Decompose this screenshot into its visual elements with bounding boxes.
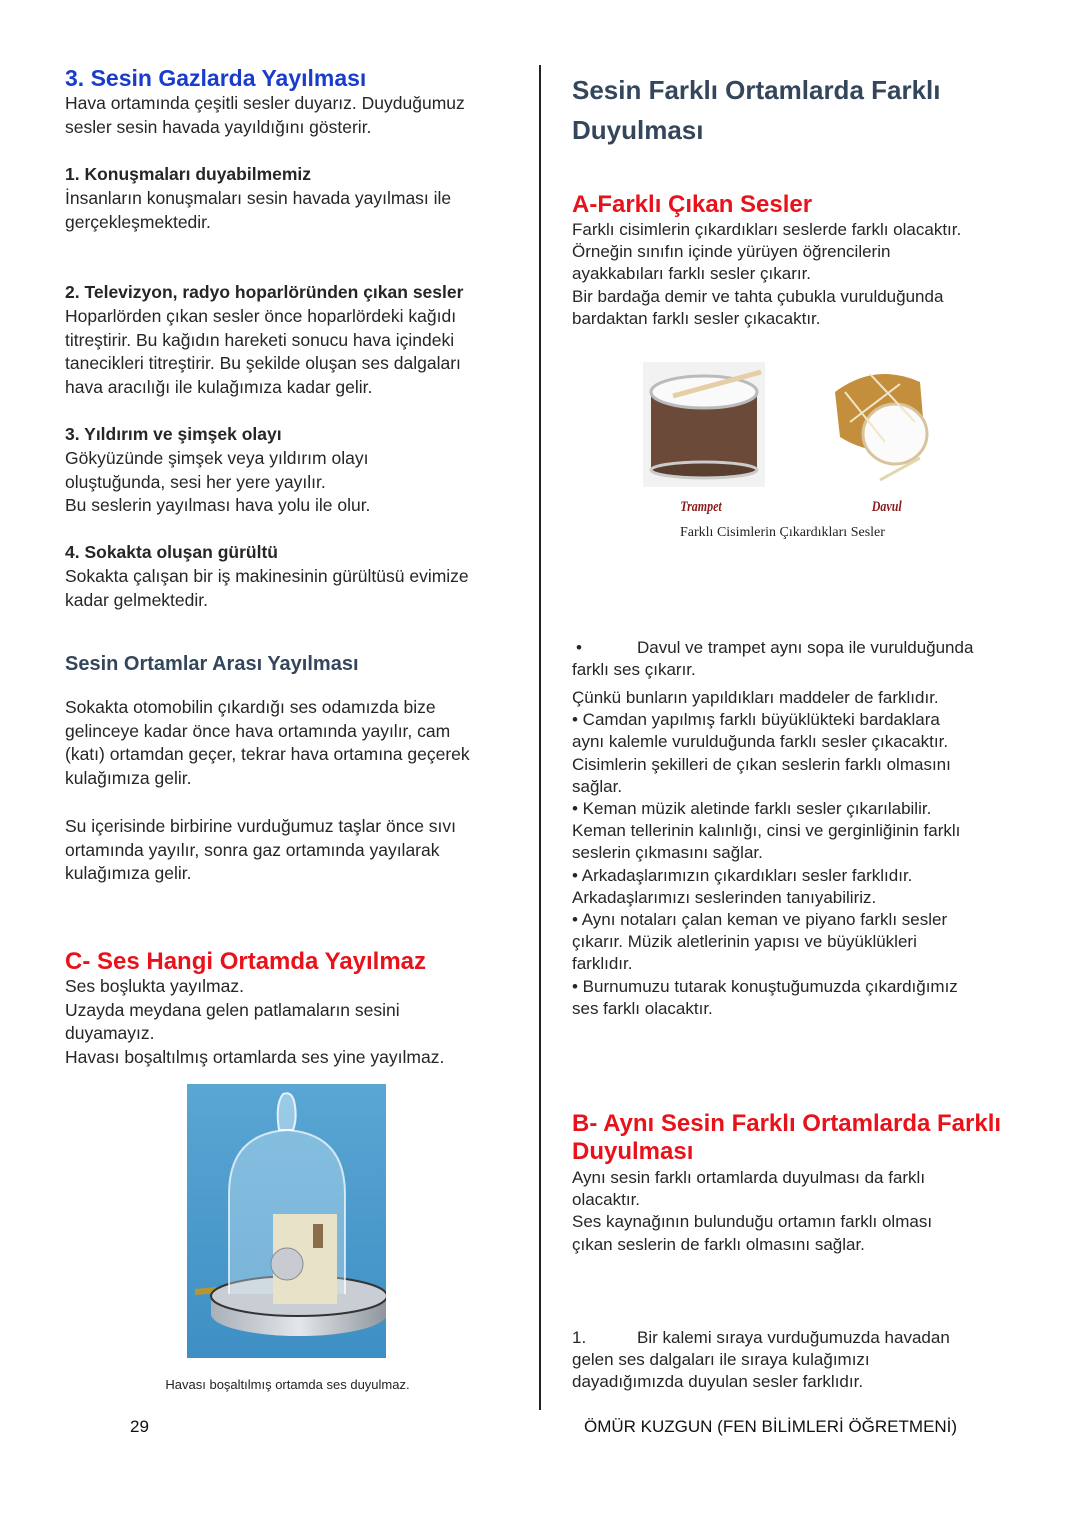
text-line: B- Aynı Sesin Farklı Ortamlarda Farklı — [572, 1110, 1002, 1137]
item1-text — [65, 187, 451, 234]
text-line: kulağımıza gelir. — [65, 768, 192, 789]
text-line: Aynı sesin farklı ortamlarda duyulması da farklı — [572, 1168, 926, 1187]
text-line: Ses boşlukta yayılmaz. — [65, 976, 244, 996]
text-line: kadar gelmektedir. — [65, 589, 208, 610]
text-line: Sokakta otomobilin çıkardığı ses odamızda bize — [65, 697, 436, 717]
between-media-heading — [65, 651, 359, 677]
text-line: C- Ses Hangi Ortamda Yayılmaz — [65, 948, 427, 975]
text-line: farklıdır. — [572, 954, 633, 974]
text-line: Bu seslerin yayılması hava yolu ile olur. — [65, 495, 371, 516]
text-line: • Aynı notaları çalan keman ve piyano farklı sesler — [572, 910, 948, 930]
item-number: 1. — [572, 1328, 587, 1347]
text-line: (katı) ortamdan geçer, tekrar hava ortamına geçerek — [65, 744, 470, 765]
text-line: Örneğin sınıfın içinde yürüyen öğrencilerin — [572, 242, 891, 262]
text-line: tanecikleri titreştirir. Bu şekilde oluşan ses dalgaları — [65, 353, 461, 374]
text-line: Gökyüzünde şimşek veya yıldırım olayı — [65, 448, 369, 468]
column-divider — [539, 65, 541, 1410]
trampet-image — [643, 362, 765, 487]
text-line: Duyulması — [572, 115, 704, 145]
between-media-paragraph-1 — [65, 696, 470, 791]
section-heading-different-sounds — [572, 191, 812, 219]
text-line: Cisimlerin şekilleri de çıkan seslerin farklı olmasını — [572, 754, 951, 774]
numbered-item-1 — [572, 1327, 950, 1394]
first-bullet-item — [572, 637, 973, 681]
text-line: sesler sesin havada yayıldığını gösterir. — [65, 116, 372, 137]
differences-list — [572, 687, 960, 1020]
trampet-label: Trampet — [680, 499, 722, 515]
text-line: bardaktan farklı sesler çıkacaktır. — [572, 308, 821, 328]
item3-text — [65, 447, 370, 518]
section-heading-vacuum — [65, 948, 426, 976]
text-line: duyamayız. — [65, 1023, 155, 1044]
text-line: Su içerisinde birbirine vurduğumuz taşlar önce sıvı — [65, 816, 457, 836]
vacuum-figure-caption: Havası boşaltılmış ortamda ses duyulmaz. — [165, 1377, 410, 1392]
text-line: 3. Yıldırım ve şimşek olayı — [65, 424, 282, 444]
text-line: Sesin Ortamlar Arası Yayılması — [65, 653, 359, 675]
between-media-paragraph-2 — [65, 815, 456, 886]
footer-author: ÖMÜR KUZGUN (FEN BİLİMLERİ ÖĞRETMENİ) — [584, 1417, 958, 1436]
bullet-line: Davul ve trampet aynı sopa ile vurulduğunda — [637, 638, 974, 657]
text-line: aynı kalemle vurulduğunda farklı sesler çıkacaktır. — [572, 732, 949, 752]
text-line: titreştirir. Bu kağıdın hareketi sonucu hava içindeki — [65, 329, 455, 350]
text-line: kulağımıza gelir. — [65, 863, 192, 884]
text-line: Bir bardağa demir ve tahta çubukla vurulduğunda — [572, 286, 944, 306]
text-line: 2. Televizyon, radyo hoparlöründen çıkan sesler — [65, 282, 464, 302]
text-line: ses farklı olacaktır. — [572, 998, 713, 1018]
text-line: Duyulması — [572, 1138, 694, 1165]
text-line: • Camdan yapılmış farklı büyüklükteki bardaklara — [572, 710, 940, 730]
item4-title — [65, 541, 278, 565]
text-line: sağlar. — [572, 776, 623, 796]
numbered-line: dayadığımızda duyulan sesler farklıdır. — [572, 1372, 864, 1392]
text-line: • Keman müzik aletinde farklı sesler çıkarılabilir. — [572, 799, 932, 819]
text-line: Keman tellerinin kalınlığı, cinsi ve gerginliğinin farklı — [572, 821, 961, 841]
davul-image — [825, 362, 935, 487]
bell-jar-image — [187, 1084, 386, 1358]
text-line: 4. Sokakta oluşan gürültü — [65, 542, 278, 562]
text-line: Havası boşaltılmış ortamlarda ses yine yayılmaz. — [65, 1047, 445, 1068]
text-line: çıkan seslerin de farklı olmasını sağlar. — [572, 1234, 865, 1254]
text-line: Sesin Farklı Ortamlarda Farklı — [572, 75, 941, 105]
drums-figure-caption: Farklı Cisimlerin Çıkardıkları Sesler — [680, 525, 885, 540]
item4-text — [65, 565, 469, 612]
text-line: Hoparlörden çıkan sesler önce hoparlördeki kağıdı — [65, 306, 457, 326]
text-line: çıkarır. Müzik aletlerinin yapısı ve büyüklükleri — [572, 932, 917, 952]
text-line: • Burnumuzu tutarak konuştuğumuzda çıkardığımız — [572, 976, 958, 996]
text-line: Hava ortamında çeşitli sesler duyarız. Duyduğumuz — [65, 93, 465, 113]
bullet-line: farklı ses çıkarır. — [572, 660, 696, 680]
text-line: İnsanların konuşmaları sesin havada yayılması ile — [65, 188, 452, 208]
text-line: Çünkü bunların yapıldıkları maddeler de farklıdır. — [572, 688, 939, 707]
text-line: olacaktır. — [572, 1190, 641, 1210]
item3-title — [65, 423, 282, 447]
text-line: ayakkabıları farklı sesler çıkarır. — [572, 264, 812, 284]
text-line: gelinceye kadar önce hava ortamında yayılır, cam — [65, 720, 451, 741]
item2-title — [65, 281, 463, 305]
text-line: 3. Sesin Gazlarda Yayılması — [65, 65, 367, 91]
vacuum-text — [65, 975, 444, 1070]
bullet-marker: • — [576, 638, 582, 657]
text-line: Uzayda meydana gelen patlamaların sesini — [65, 999, 400, 1020]
numbered-line: gelen ses dalgaları ile sıraya kulağımızı — [572, 1350, 870, 1370]
same-sound-text — [572, 1167, 932, 1256]
text-line: A-Farklı Çıkan Sesler — [572, 191, 813, 218]
different-sounds-text — [572, 219, 961, 330]
text-line: Ses kaynağının bulunduğu ortamın farklı olması — [572, 1212, 933, 1232]
text-line: Farklı cisimlerin çıkardıkları seslerde farklı olacaktır. — [572, 220, 962, 239]
page-title — [572, 70, 941, 150]
section-heading-same-sound — [572, 1110, 1001, 1166]
davul-label: Davul — [871, 499, 902, 515]
text-line: oluştuğunda, sesi her yere yayılır. — [65, 471, 326, 492]
text-line: ortamında yayılır, sonra gaz ortamında yayılarak — [65, 839, 440, 860]
item2-text — [65, 305, 461, 400]
numbered-line: Bir kalemi sıraya vurduğumuzda havadan — [637, 1328, 950, 1347]
text-line: hava aracılığı ile kulağımıza kadar gelir. — [65, 377, 373, 398]
section-heading-gases — [65, 64, 366, 92]
text-line: seslerin çıkmasını sağlar. — [572, 843, 763, 863]
text-line: Arkadaşlarımızı seslerinden tanıyabiliriz. — [572, 887, 877, 907]
item1-title — [65, 163, 311, 187]
text-line: • Arkadaşlarımızın çıkardıkları sesler farklıdır. — [572, 865, 913, 885]
text-line: gerçekleşmektedir. — [65, 211, 211, 232]
text-line: 1. Konuşmaları duyabilmemiz — [65, 164, 312, 184]
text-line: Sokakta çalışan bir iş makinesinin gürültüsü evimize — [65, 566, 469, 586]
page-number: 29 — [130, 1417, 149, 1436]
intro-paragraph — [65, 92, 465, 139]
